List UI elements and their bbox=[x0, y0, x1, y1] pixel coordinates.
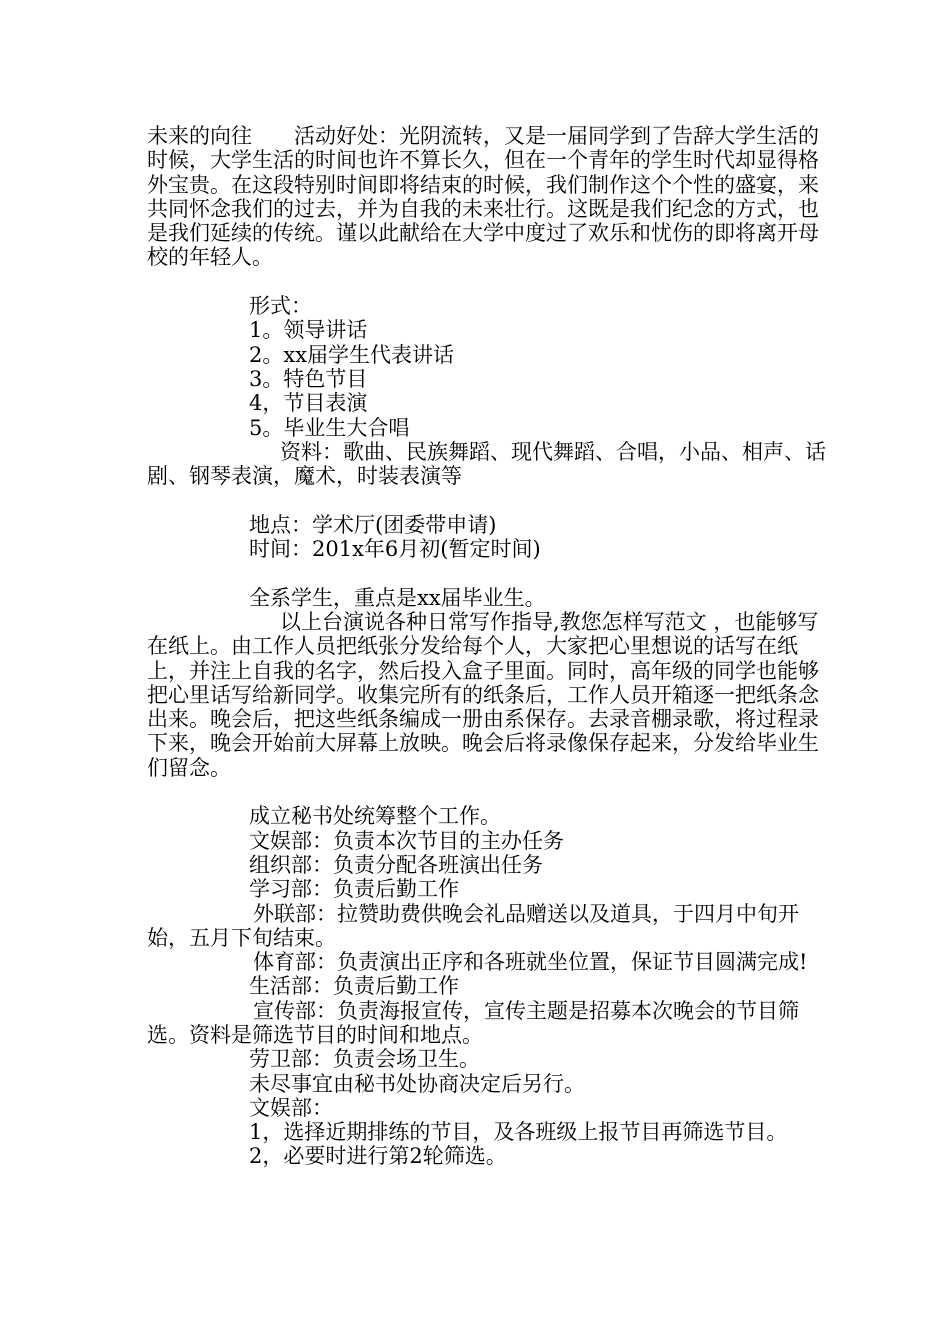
entertainment-heading: 文娱部： bbox=[249, 1095, 333, 1120]
time-line: 时间：201x年6月初(暂定时间) bbox=[249, 537, 541, 562]
activity-paragraph: 以上台演说各种日常写作指导,教您怎样写范文 ，也能够写在纸上。由工作人员把纸张分发给每个人，大家把心里想说的话写在纸上，并注上自我的名字，然后投入盒子里面。同时，高年级的同学也能够把心里话写给新同学。收集完所有的纸条后，工作人员开箱逐一把纸条念出来。晚会后，把这些纸条编成一册由系保存。去录音棚录歌，将过程录下来，晚会开始前大屏幕上放映。晚会后将录像保存起来，分发给毕业生们留念。 bbox=[147, 609, 819, 780]
entertainment-step-1: 1，选择近期排练的节目，及各班级上报节目再筛选节目。 bbox=[249, 1120, 788, 1145]
intro-paragraph: 未来的向往 活动好处：光阴流转，又是一届同学到了告辞大学生活的时候，大学生活的时间也许不算长久，但在一个青年的学生时代却显得格外宝贵。在这段特别时间即将结束的时候，我们制作这个个性的盛宴，来共同怀念我们的过去，并为自我的未来壮行。这既是我们纪念的方式，也是我们延续的传统。谨以此献给在大学中度过了欢乐和忧伤的即将离开母校的年轻人。 bbox=[147, 124, 819, 270]
blank-line bbox=[147, 561, 827, 585]
form-item-2: 2。xx届学生代表讲话 bbox=[249, 342, 455, 367]
dept-hygiene: 劳卫部：负责会场卫生。 bbox=[249, 1047, 480, 1072]
audience-line: 全系学生，重点是xx届毕业生。 bbox=[249, 585, 546, 610]
location-line: 地点：学术厅(团委带申请) bbox=[249, 512, 497, 537]
blank-line bbox=[147, 488, 827, 512]
blank-line bbox=[147, 270, 827, 294]
form-heading: 形式： bbox=[249, 294, 312, 319]
dept-study: 学习部：负责后勤工作 bbox=[249, 877, 459, 902]
secretariat-line: 成立秘书处统筹整个工作。 bbox=[249, 804, 501, 829]
dept-sports: 体育部：负责演出正序和各班就坐位置，保证节目圆满完成! bbox=[253, 950, 808, 975]
dept-publicity: 宣传部：负责海报宣传，宣传主题是招募本次晚会的节目筛选。资料是筛选节目的时间和地点。 bbox=[147, 998, 799, 1047]
blank-line bbox=[147, 780, 827, 804]
dept-external: 外联部：拉赞助费供晚会礼品赠送以及道具，于四月中旬开始，五月下旬结束。 bbox=[147, 901, 799, 950]
document-body bbox=[147, 124, 827, 1169]
materials-paragraph: 资料：歌曲、民族舞蹈、现代舞蹈、合唱，小品、相声、话剧、钢琴表演，魔术，时装表演等 bbox=[147, 439, 826, 489]
form-item-3: 3。特色节目 bbox=[249, 366, 368, 391]
entertainment-step-2: 2，必要时进行第2轮筛选。 bbox=[249, 1144, 507, 1169]
form-item-5: 5。毕业生大合唱 bbox=[249, 415, 410, 440]
dept-organization: 组织部：负责分配各班演出任务 bbox=[249, 852, 543, 877]
form-item-1: 1。领导讲话 bbox=[249, 318, 368, 343]
other-matters-line: 未尽事宜由秘书处协商决定后另行。 bbox=[249, 1071, 585, 1096]
dept-entertainment: 文娱部：负责本次节目的主办任务 bbox=[249, 828, 564, 853]
form-item-4: 4，节目表演 bbox=[249, 391, 368, 416]
dept-living: 生活部：负责后勤工作 bbox=[249, 974, 459, 999]
